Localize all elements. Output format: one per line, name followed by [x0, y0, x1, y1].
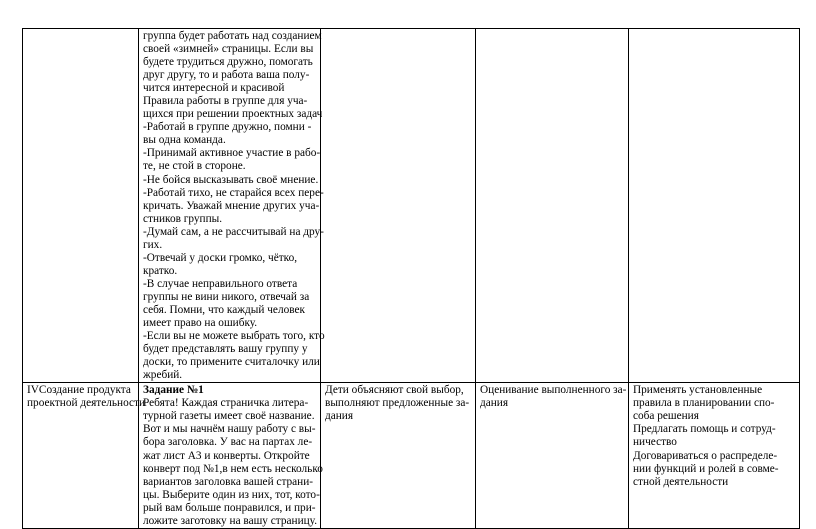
teacher-text	[143, 397, 323, 527]
text-line: доски, то примените считалочку или	[143, 356, 320, 369]
text-line: чится интересной и красивой	[143, 82, 285, 95]
text-line: -Принимай активное участие в рабо-	[143, 147, 321, 160]
text-line: Договариваться о распределе-	[633, 449, 778, 462]
table-row-rules	[23, 29, 800, 383]
text-line: -Думай сам, а не рассчитывай на дру-	[143, 225, 324, 238]
text-line: цы. Выберите один из них, тот, кото-	[143, 488, 320, 501]
text-line: дания	[325, 410, 354, 423]
text-line: Дети объясняют свой выбор,	[325, 384, 464, 397]
lesson-plan-table	[22, 28, 800, 529]
student-activity-cell	[321, 29, 476, 383]
text-line: имеет право на ошибку.	[143, 317, 258, 330]
text-line: ложите заготовку на вашу страницу.	[143, 514, 318, 527]
text-line: будете трудиться дружно, помогать	[143, 56, 313, 69]
text-line: вариантов заголовка вашей страни-	[143, 475, 314, 488]
stage-cell	[23, 383, 146, 529]
text-line: Предлагать помощь и сотруд-	[633, 423, 776, 436]
uud-cell	[629, 29, 800, 383]
text-line: кратко.	[143, 264, 178, 277]
text-line: жребий.	[143, 369, 183, 382]
teacher-text	[143, 30, 325, 382]
text-line: проектной деятельности	[27, 397, 146, 410]
text-line: соба решения	[633, 410, 699, 423]
table-row-stage-iv	[23, 383, 800, 529]
text-line: -Работай в группе дружно, помни -	[143, 121, 312, 134]
text-line: стной деятельности	[633, 475, 729, 488]
text-line: Правила работы в группе для уча-	[143, 95, 308, 108]
text-line: те, не стой в стороне.	[143, 160, 246, 173]
teacher-activity-cell	[139, 29, 325, 383]
uud-cell	[629, 383, 800, 529]
text-line: ничество	[633, 436, 677, 449]
text-line: IVСоздание продукта	[27, 384, 131, 397]
text-line: -Если вы не можете выбрать того, кто	[143, 330, 325, 343]
text-line: жат лист А3 и конверты. Откройте	[143, 449, 310, 462]
text-line: дания	[480, 397, 509, 410]
task-heading: Задание №1	[143, 384, 204, 397]
text-line: Оценивание выполненного за-	[480, 384, 627, 397]
text-line: рый вам больше понравился, и при-	[143, 501, 316, 514]
teacher-activity-cell	[139, 383, 321, 529]
text-line: стников группы.	[143, 212, 223, 225]
text-line: своей «зимней» страницы. Если вы	[143, 43, 314, 56]
text-line: -Отвечай у доски громко, чётко,	[143, 251, 298, 264]
text-line: нии функций и ролей в совме-	[633, 462, 779, 475]
text-line: -В случае неправильного ответа	[143, 277, 298, 290]
assessment-cell	[476, 29, 629, 383]
text-line: группа будет работать над созданием	[143, 30, 322, 42]
text-line: выполняют предложенные за-	[325, 397, 470, 410]
stage-cell	[23, 29, 139, 383]
text-line: вы одна команда.	[143, 134, 226, 147]
text-line: друг другу, то и работа ваша полу-	[143, 69, 310, 82]
text-line: правила в планировании спо-	[633, 397, 775, 410]
text-line: турной газеты имеет своё название.	[143, 410, 315, 423]
text-line: гих.	[143, 238, 163, 251]
text-line: будет представлять вашу группу у	[143, 343, 308, 356]
text-line: группы не вини никого, отвечай за	[143, 290, 310, 303]
text-line: себя. Помни, что каждый человек	[143, 303, 305, 316]
student-activity-cell	[321, 383, 476, 529]
text-line: Применять установленные	[633, 384, 763, 397]
text-line: Ребята! Каждая страничка литера-	[143, 397, 309, 410]
text-line: бора заголовка. У вас на партах ле-	[143, 436, 313, 449]
text-line: Вот и мы начнём нашу работу с вы-	[143, 423, 316, 436]
text-line: кричать. Уважай мнение других уча-	[143, 199, 320, 212]
text-line: конверт под №1,в нем есть несколько	[143, 462, 323, 475]
assessment-cell	[476, 383, 629, 529]
text-line: -Не бойся высказывать своё мнение.	[143, 173, 319, 186]
text-line: щихся при решении проектных задач	[143, 108, 323, 121]
text-line: -Работай тихо, не старайся всех пере-	[143, 186, 324, 199]
